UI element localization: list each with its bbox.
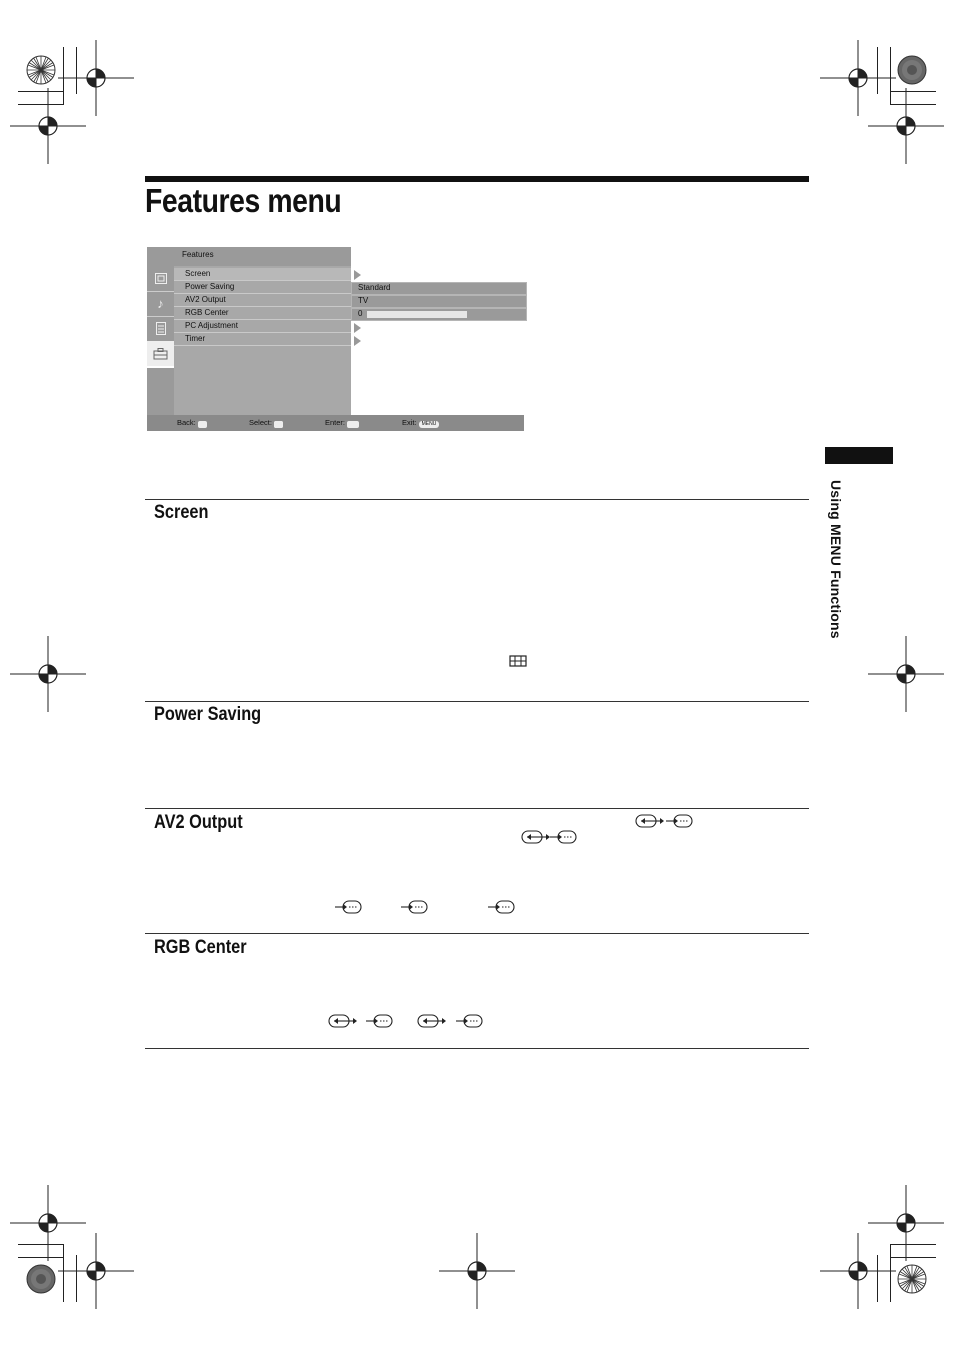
rgb-center-value[interactable] — [351, 308, 527, 321]
osd-item-label: RGB Center — [185, 308, 229, 317]
picture-icon[interactable] — [147, 266, 174, 292]
chapter-label — [826, 480, 846, 650]
osd-item-label: Timer — [185, 334, 206, 343]
section-title-power-saving: Power Saving — [154, 704, 262, 725]
osd-category-bar — [147, 266, 174, 415]
chapter-label-text: Using MENU Functions — [828, 480, 844, 639]
section-rule — [145, 701, 809, 702]
value-text: 0 — [358, 309, 363, 318]
section-rule — [145, 499, 809, 500]
section-rule — [145, 933, 809, 934]
footer-enter — [325, 418, 345, 427]
page-title: Features menu — [145, 182, 342, 219]
menu-key-icon: MENU — [419, 421, 440, 428]
footer-select — [249, 418, 272, 427]
music-note-icon[interactable]: ♪ — [147, 291, 174, 317]
osd-item-power-saving[interactable] — [174, 281, 351, 294]
footer-enter-label: Enter: — [325, 418, 346, 427]
section-title-screen: Screen — [154, 502, 209, 523]
setup-list-icon[interactable] — [147, 316, 174, 342]
osd-item-screen[interactable] — [174, 268, 351, 281]
section-title-rgb-center: RGB Center — [154, 937, 247, 958]
value-text: TV — [358, 296, 369, 305]
osd-footer — [147, 415, 524, 431]
enter-key-icon — [347, 421, 359, 428]
screen-mode-icon — [509, 655, 527, 667]
osd-header-label: Features — [182, 250, 214, 259]
osd-item-rgb-center[interactable] — [174, 307, 351, 320]
footer-exit — [402, 418, 437, 427]
section-title-av2-output: AV2 Output — [154, 812, 243, 833]
section-rule — [145, 808, 809, 809]
back-key-icon — [198, 421, 207, 428]
footer-select-label: Select: — [249, 418, 272, 427]
osd-item-label: Power Saving — [185, 282, 235, 291]
footer-exit-label: Exit: — [402, 418, 417, 427]
submenu-arrow-icon — [354, 323, 361, 333]
chapter-tab — [825, 447, 893, 464]
power-saving-value[interactable] — [351, 282, 527, 295]
osd-item-timer[interactable] — [174, 333, 351, 346]
submenu-arrow-icon — [354, 270, 361, 280]
osd-header — [147, 247, 351, 266]
footer-back-label: Back: — [177, 418, 196, 427]
features-osd-menu — [147, 247, 525, 431]
av2-output-value[interactable] — [351, 295, 527, 308]
value-text: Standard — [358, 283, 391, 292]
osd-item-label: PC Adjustment — [185, 321, 238, 330]
osd-item-pc-adjustment[interactable] — [174, 320, 351, 333]
features-toolbox-icon[interactable] — [147, 341, 174, 368]
submenu-arrow-icon — [354, 336, 361, 346]
osd-item-label: AV2 Output — [185, 295, 226, 304]
osd-item-label: Screen — [185, 269, 211, 278]
section-rule — [145, 1048, 809, 1049]
footer-back — [177, 418, 196, 427]
rgb-center-gauge[interactable] — [367, 311, 467, 318]
down-key-icon — [274, 421, 283, 428]
osd-item-av2-output[interactable] — [174, 294, 351, 307]
